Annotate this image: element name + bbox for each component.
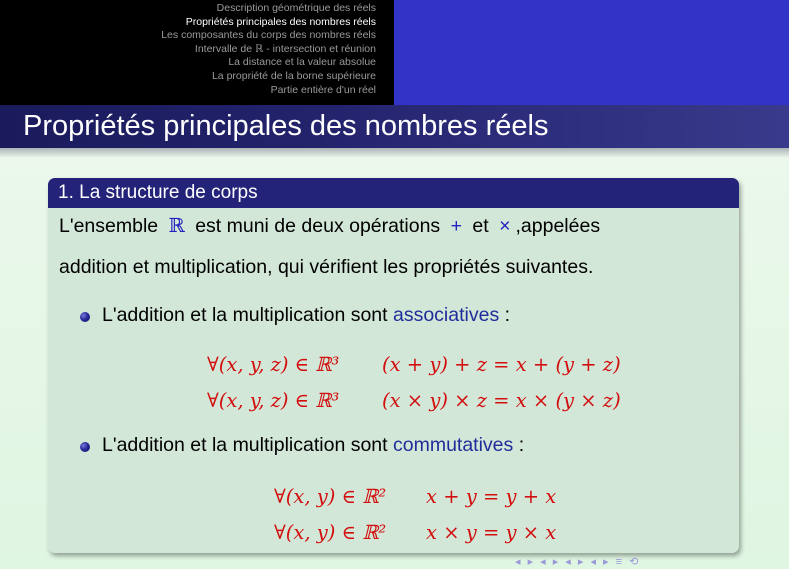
assoc-mul-quantifier: ∀(x, y, z) ∈ ℝ³ bbox=[207, 389, 340, 412]
content-block bbox=[48, 178, 739, 553]
bullet2-suffix: : bbox=[513, 434, 525, 456]
commutative-term: commutatives bbox=[392, 434, 514, 456]
slide-title-bar bbox=[0, 105, 789, 148]
bullet-icon bbox=[80, 442, 90, 452]
times-symbol: × bbox=[499, 215, 511, 237]
bullet-commutative bbox=[102, 434, 524, 457]
nav-item-distance[interactable]: La distance et la valeur absolue bbox=[228, 56, 376, 69]
slide-title: Propriétés principales des nombres réels bbox=[23, 110, 549, 142]
assoc-add-equation: (x + y) + z = x + (y + z) bbox=[382, 353, 621, 376]
intro-line-1 bbox=[59, 214, 600, 238]
comm-mul-quantifier: ∀(x, y) ∈ ℝ² bbox=[274, 521, 387, 544]
assoc-addition-formula bbox=[207, 353, 621, 376]
comm-multiplication-formula bbox=[274, 521, 557, 544]
comm-add-equation: x + y = y + x bbox=[426, 485, 557, 508]
bullet-icon bbox=[80, 312, 90, 322]
beamer-navigation-symbols[interactable]: ◂ ▸ ◂ ▸ ◂ ▸ ◂ ▸ ≡ ⟲ bbox=[515, 556, 641, 568]
section-navigation bbox=[0, 0, 394, 105]
intro-text-1: L'ensemble bbox=[59, 215, 159, 237]
assoc-multiplication-formula bbox=[207, 389, 621, 412]
title-shadow bbox=[0, 148, 789, 158]
block-title: 1. La structure de corps bbox=[48, 178, 739, 208]
comm-mul-equation: x × y = y × x bbox=[426, 521, 557, 544]
bullet1-suffix: : bbox=[499, 304, 511, 326]
assoc-add-quantifier: ∀(x, y, z) ∈ ℝ³ bbox=[207, 353, 340, 376]
nav-item-description[interactable]: Description géométrique des réels bbox=[216, 2, 376, 14]
bullet2-prefix: L'addition et la multiplication sont bbox=[102, 434, 388, 456]
associative-term: associatives bbox=[392, 304, 500, 326]
nav-item-intervals[interactable]: Intervalle de ℝ - intersection et réunion bbox=[194, 42, 376, 55]
bullet1-prefix: L'addition et la multiplication sont bbox=[102, 304, 388, 326]
nav-item-integer-part[interactable]: Partie entière d'un réel bbox=[270, 83, 376, 96]
nav-item-supremum[interactable]: La propriété de la borne supérieure bbox=[211, 69, 376, 82]
comm-addition-formula bbox=[274, 485, 557, 508]
real-numbers-symbol: ℝ bbox=[168, 214, 185, 237]
plus-symbol: + bbox=[450, 215, 462, 237]
intro-and: et bbox=[472, 215, 489, 237]
intro-text-2: est muni de deux opérations bbox=[195, 215, 441, 237]
header-right-panel bbox=[394, 0, 789, 105]
intro-line-2: addition et multiplication, qui vérifient les propriétés suivantes. bbox=[59, 256, 594, 278]
assoc-mul-equation: (x × y) × z = x × (y × z) bbox=[382, 389, 621, 412]
intro-text-3: ,appelées bbox=[515, 215, 601, 237]
nav-item-components[interactable]: Les composantes du corps des nombres réels bbox=[161, 29, 376, 42]
bullet-associative bbox=[102, 304, 510, 327]
nav-item-properties[interactable]: Propriétés principales des nombres réels bbox=[185, 15, 376, 28]
section-list bbox=[161, 2, 376, 97]
comm-add-quantifier: ∀(x, y) ∈ ℝ² bbox=[274, 485, 387, 508]
